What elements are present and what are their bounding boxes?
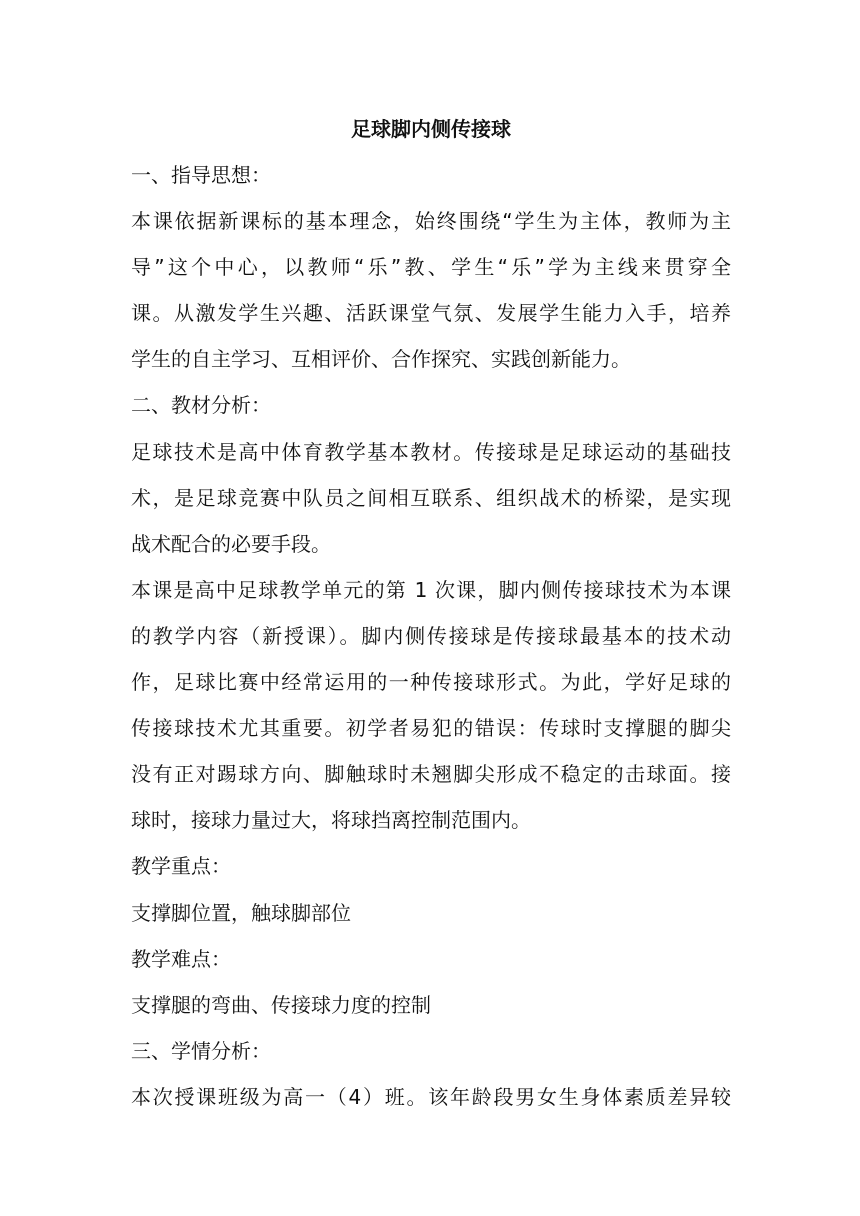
paragraph-line: 战术配合的必要手段。	[131, 531, 331, 556]
paragraph-line: 的教学内容（新授课）。脚内侧传接球是传接球最基本的技术动	[131, 623, 731, 648]
document-title: 足球脚内侧传接球	[351, 117, 511, 141]
document-body	[131, 106, 731, 1120]
subheading-teaching-difficulty: 教学难点：	[131, 946, 231, 971]
paragraph-line: 本课是高中足球教学单元的第 1 次课，脚内侧传接球技术为本课	[131, 577, 731, 602]
paragraph-line: 作，足球比赛中经常运用的一种传接球形式。为此，学好足球的	[131, 670, 731, 695]
paragraph-line: 支撑脚位置，触球脚部位	[131, 900, 351, 925]
section-heading-material-analysis: 二、教材分析：	[131, 393, 271, 418]
paragraph-line: 学生的自主学习、互相评价、合作探究、实践创新能力。	[131, 347, 631, 372]
paragraph-line: 本课依据新课标的基本理念，始终围绕“学生为主体，教师为主	[131, 209, 731, 234]
paragraph-line: 课。从激发学生兴趣、活跃课堂气氛、发展学生能力入手，培养	[131, 301, 731, 326]
section-heading-student-analysis: 三、学情分析：	[131, 1038, 271, 1063]
paragraph-line: 导”这个中心，以教师“乐”教、学生“乐”学为主线来贯穿全	[131, 255, 731, 280]
paragraph-line: 球时，接球力量过大，将球挡离控制范围内。	[131, 808, 531, 833]
paragraph-line: 传接球技术尤其重要。初学者易犯的错误：传球时支撑腿的脚尖	[131, 716, 731, 741]
subheading-teaching-focus: 教学重点：	[131, 854, 231, 879]
paragraph-line: 术，是足球竞赛中队员之间相互联系、组织战术的桥梁，是实现	[131, 485, 731, 510]
paragraph-line: 本次授课班级为高一（4）班。该年龄段男女生身体素质差异较	[131, 1084, 731, 1109]
paragraph-line: 足球技术是高中体育教学基本教材。传接球是足球运动的基础技	[131, 439, 731, 464]
paragraph-line: 没有正对踢球方向、脚触球时未翘脚尖形成不稳定的击球面。接	[131, 762, 731, 787]
paragraph-line: 支撑腿的弯曲、传接球力度的控制	[131, 992, 431, 1017]
section-heading-guiding-ideology: 一、指导思想：	[131, 163, 271, 187]
